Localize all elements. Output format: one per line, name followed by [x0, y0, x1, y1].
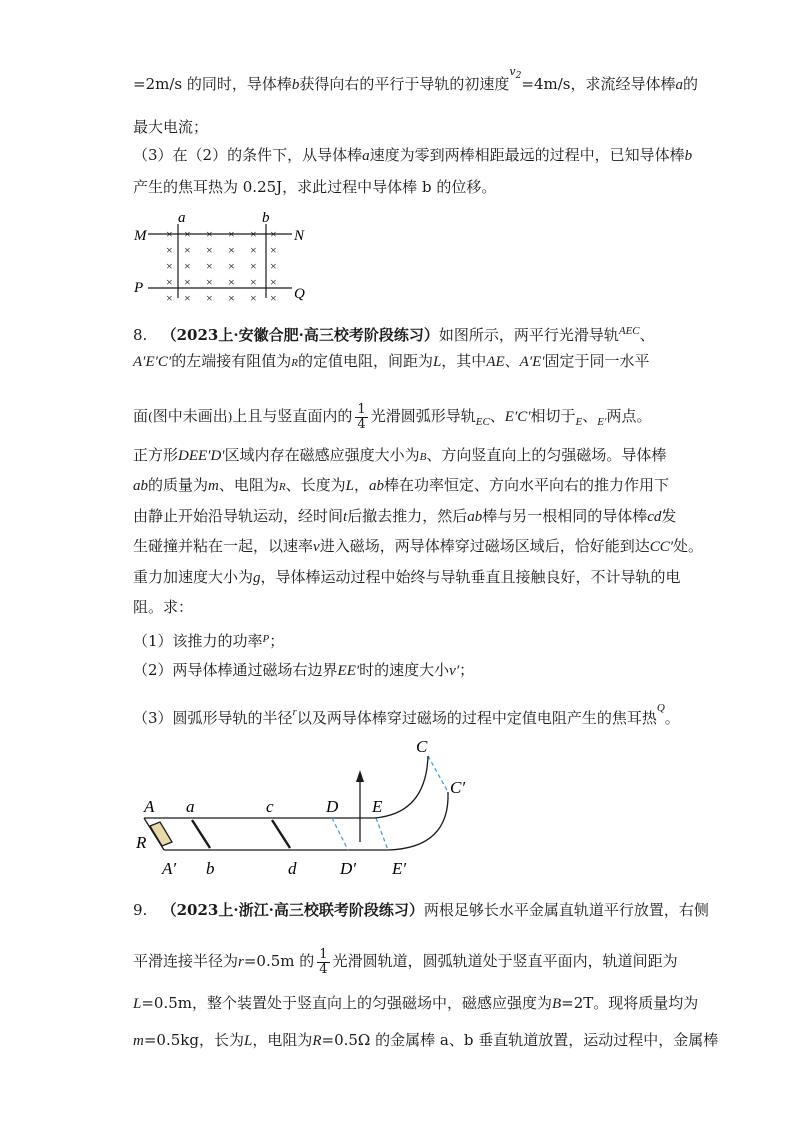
p8-line-2: A′E′C′的左端接有阻值为R的定值电阻，间距为L，其中AE、A′E′固定于同一水平 — [133, 352, 650, 370]
field-arrow-head — [356, 770, 364, 782]
field-cross: × — [184, 243, 191, 257]
boundary-EEp — [376, 818, 388, 850]
field-cross: × — [250, 275, 257, 289]
field-cross: × — [228, 291, 235, 304]
p9-line-1: 9. （2023上·浙江·高三校联考阶段练习）两根足够长水平金属直轨道平行放置，右侧 — [133, 901, 709, 919]
field-cross: × — [228, 243, 235, 257]
field-cross: × — [250, 291, 257, 304]
label-C: C — [416, 737, 428, 756]
p9-line-2: 平滑连接半径为r=0.5m 的 $\frac{1}{4}$ 光滑圆轨道，圆弧轨道处于竖直平面内，轨道间距为 — [133, 946, 678, 977]
field-cross: × — [270, 291, 277, 304]
p8-question-2: （2）两导体棒通过磁场右边界EE′时的速度大小v′； — [133, 661, 475, 679]
fraction-quarter-2: $\frac{1}{4}$ — [319, 946, 328, 977]
field-cross: × — [270, 259, 277, 273]
field-cross: × — [250, 227, 257, 241]
boundary-DDp — [332, 818, 348, 850]
label-D: D — [326, 797, 339, 816]
label-P: P — [134, 280, 144, 296]
rod-ab — [192, 820, 210, 848]
field-cross: × — [184, 227, 191, 241]
figure-rails-field — [130, 208, 320, 304]
field-cross: × — [206, 275, 213, 289]
p8-line-9: 阻。求： — [133, 598, 194, 616]
p8-line-4: 正方形DEE′D′区域内存在磁感应强度大小为B、方向竖直向上的匀强磁场。导体棒 — [133, 446, 667, 464]
field-cross: × — [206, 243, 213, 257]
label-Q: Q — [294, 286, 305, 302]
label-A-prime: A′ — [162, 859, 177, 878]
field-cross: × — [206, 291, 213, 304]
rod-cd — [272, 820, 290, 848]
p8-line-7: 生碰撞并粘在一起，以速率v进入磁场，两导体棒穿过磁场区域后，恰好能到达CC′处。 — [133, 537, 704, 555]
field-cross: × — [166, 243, 173, 257]
p9-line-3: L=0.5m，整个装置处于竖直向上的匀强磁场中，磁感应强度为B=2T。现将质量均为 — [133, 994, 699, 1012]
label-R: R — [136, 833, 147, 852]
label-C-prime: C′ — [450, 778, 466, 797]
label-a: a — [178, 210, 186, 226]
label-c: c — [266, 797, 274, 816]
p8-line-6: 由静止开始沿导轨运动，经时间t后撤去推力，然后ab棒与另一根相同的导体棒cd发 — [133, 507, 677, 525]
fraction-quarter: $\frac{1}{4}$ — [357, 401, 366, 432]
field-cross: × — [184, 275, 191, 289]
label-D-prime: D′ — [340, 859, 356, 878]
field-cross: × — [250, 259, 257, 273]
label-E: E — [372, 797, 383, 816]
field-cross: × — [166, 275, 173, 289]
p9-line-4: m=0.5kg，长为L，电阻为R=0.5Ω 的金属棒 a、b 垂直轨道放置，运动过程中，金属棒 — [133, 1031, 719, 1049]
field-cross: × — [228, 227, 235, 241]
label-d: d — [288, 859, 297, 878]
label-a: a — [186, 797, 195, 816]
p8-line-3: 面(图中未画出)上且与竖直面内的 $\frac{1}{4}$ 光滑圆弧形导轨$_{EC}$、E′C′相切于$_E$、$_{E'}$两点。 — [133, 401, 652, 432]
p8-question-3: （3）圆弧形导轨的半径$^r$以及两导体棒穿过磁场的过程中定值电阻产生的焦耳热$^Q$。 — [133, 702, 680, 727]
label-b: b — [206, 859, 215, 878]
field-cross: × — [166, 259, 173, 273]
label-b: b — [262, 210, 270, 226]
label-E-prime: E′ — [392, 859, 407, 878]
field-cross: × — [184, 259, 191, 273]
field-cross: × — [228, 259, 235, 273]
field-cross: × — [270, 227, 277, 241]
p8-question-1: （1）该推力的功率$^P$； — [133, 632, 285, 650]
label-A: A — [144, 797, 155, 816]
field-cross: × — [228, 275, 235, 289]
field-cross: × — [270, 243, 277, 257]
figure-rails-arc — [130, 730, 480, 880]
p7-line-4: 产生的焦耳热为 0.25J，求此过程中导体棒 b 的位移。 — [133, 178, 497, 196]
label-N: N — [294, 228, 305, 244]
p7-line-2: 最大电流； — [133, 118, 209, 136]
field-cross: × — [184, 291, 191, 304]
field-cross: × — [206, 227, 213, 241]
field-cross: × — [250, 243, 257, 257]
p7-line-1: =2m/s 的同时，导体棒b获得向右的平行于导轨的初速度$^{v_2}$=4m/s，求流经导体棒a的 — [133, 65, 699, 93]
p8-line-8: 重力加速度大小为g，导体棒运动过程中始终与导轨垂直且接触良好，不计导轨的电 — [133, 568, 681, 586]
field-cross: × — [166, 227, 173, 241]
field-crosses — [166, 227, 277, 304]
field-cross: × — [270, 275, 277, 289]
p8-line-5: ab的质量为m、电阻为R、长度为L，ab棒在功率恒定、方向水平向右的推力作用下 — [133, 476, 669, 494]
field-cross: × — [166, 291, 173, 304]
boundary-CCp — [428, 756, 448, 792]
field-cross: × — [206, 259, 213, 273]
p8-line-1: 8. （2023上·安徽合肥·高三校考阶段练习）如图所示，两平行光滑导轨$^{AEC}$、 — [133, 325, 655, 344]
p7-line-3: （3）在（2）的条件下，从导体棒a速度为零到两棒相距最远的过程中，已知导体棒b — [133, 146, 693, 164]
arc-EpCp — [388, 792, 448, 850]
label-M: M — [134, 228, 147, 244]
v2-symbol: v2 — [509, 65, 522, 82]
